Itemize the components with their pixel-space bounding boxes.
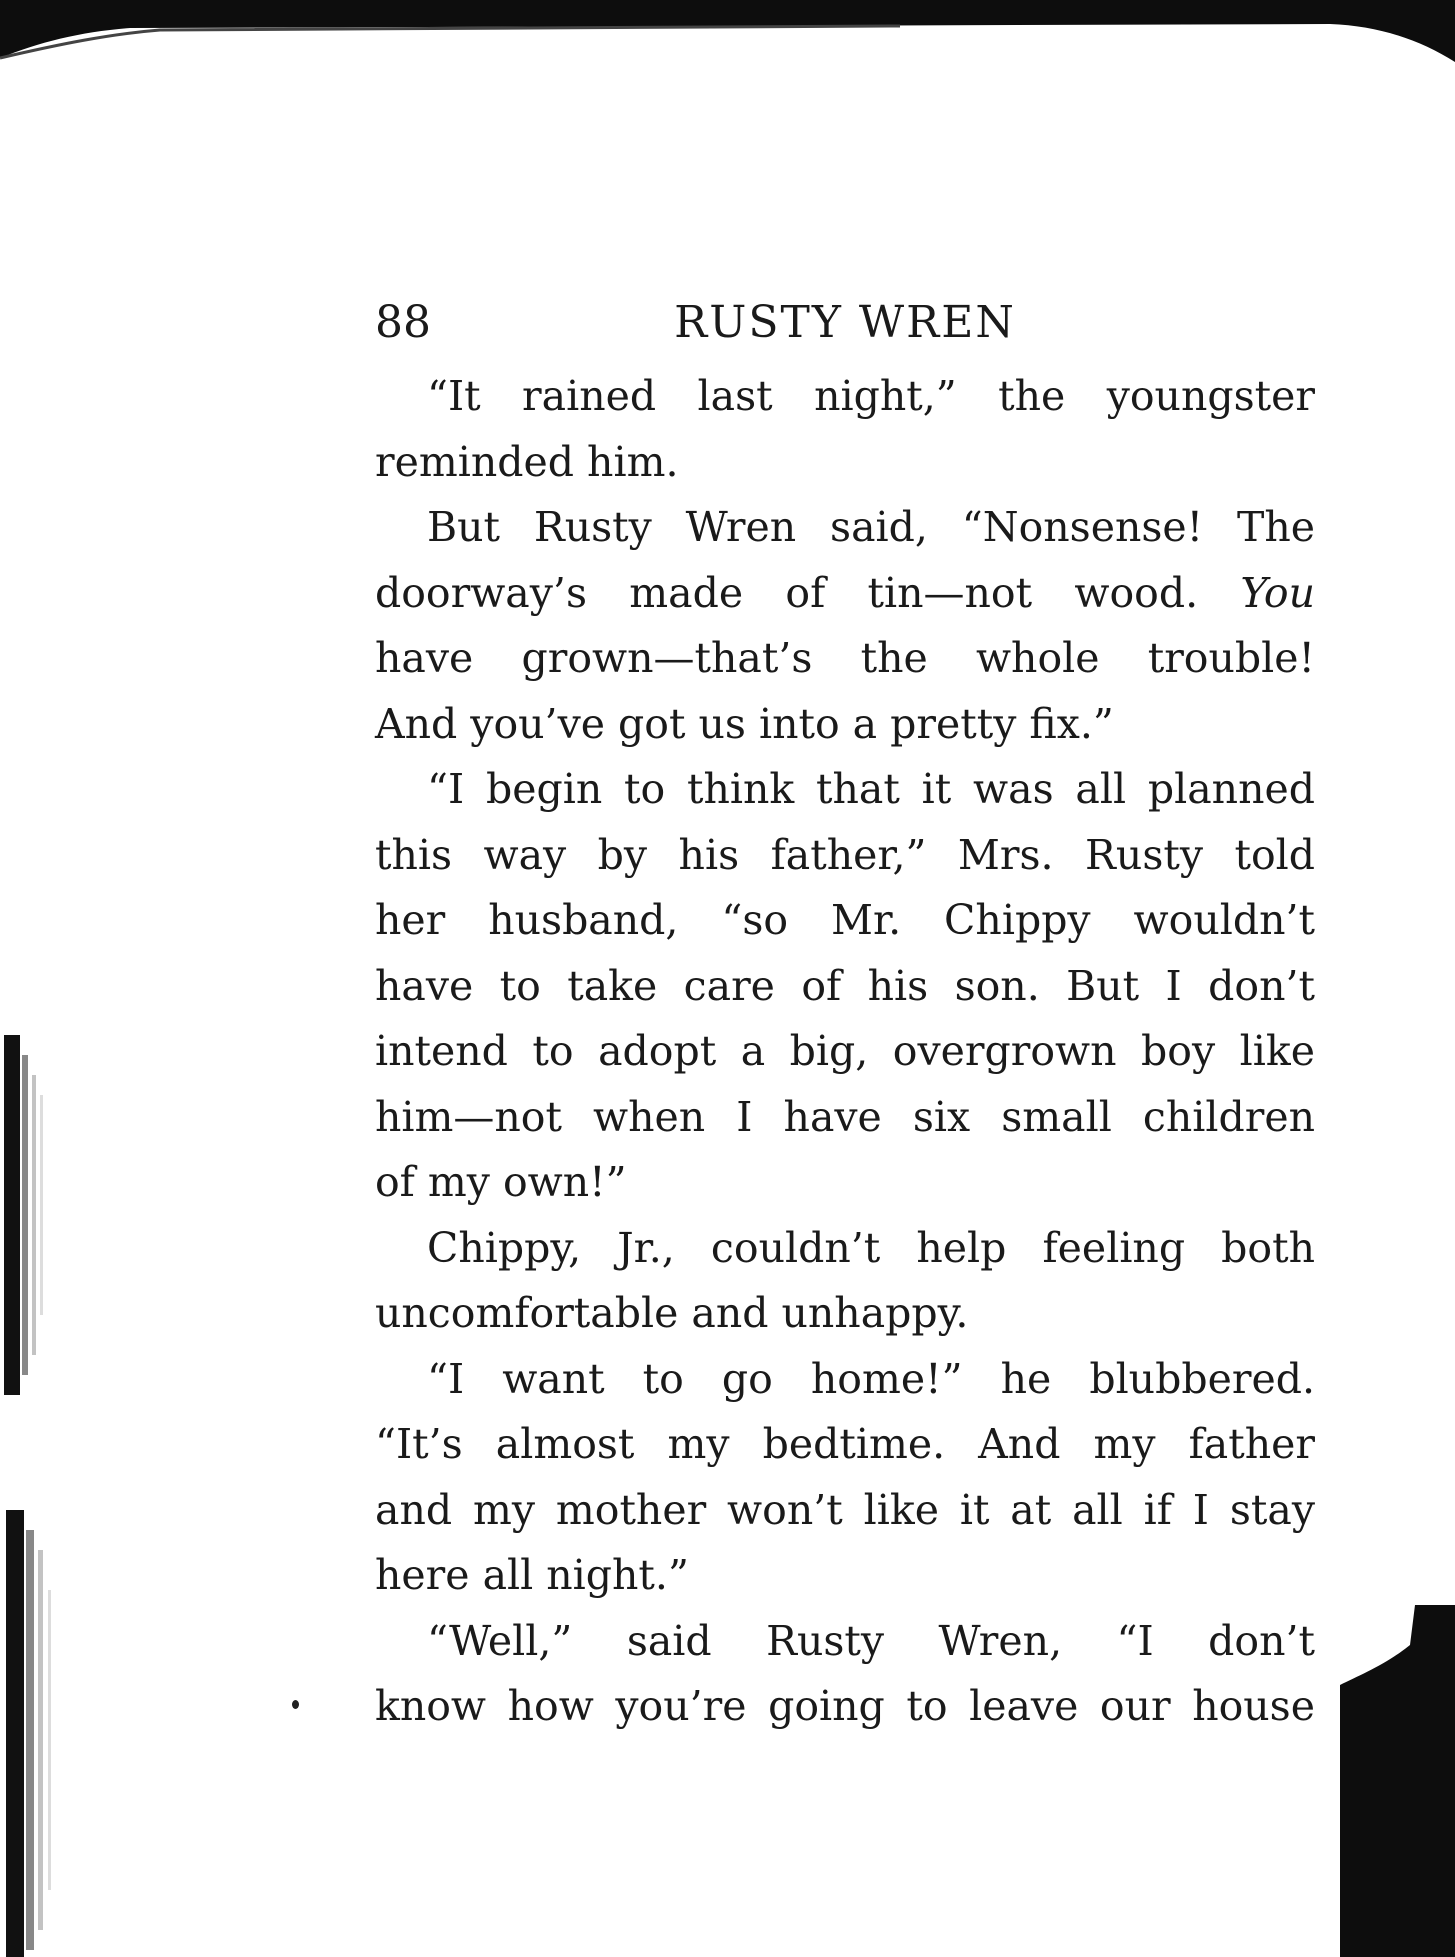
text-line: And you’ve got us into a pretty fix.” bbox=[375, 699, 1114, 748]
text-line: and my mother won’t like it at all if I stay bbox=[375, 1485, 1315, 1534]
scan-right-edge bbox=[1340, 1605, 1455, 1957]
italic-word: You bbox=[1240, 568, 1315, 617]
text-line: “It’s almost my bedtime. And my father bbox=[375, 1420, 1315, 1468]
text-line: “Well,” said Rusty Wren, “I don’t bbox=[427, 1616, 1315, 1665]
text-line: “I want to go home!” he blubbered. bbox=[427, 1354, 1315, 1403]
text-line: have grown—that’s the whole trouble! bbox=[375, 634, 1315, 682]
text-line bbox=[375, 561, 1315, 627]
ink-speck bbox=[292, 1700, 299, 1709]
text-segment: doorway’s made of tin—not wood. bbox=[375, 568, 1199, 617]
book-page bbox=[375, 292, 1315, 1740]
scan-left-edge-upper bbox=[0, 1035, 70, 1395]
text-line: have to take care of his son. But I don’t bbox=[375, 961, 1315, 1010]
body-text bbox=[375, 364, 1315, 1740]
text-line: But Rusty Wren said, “Nonsense! The bbox=[427, 503, 1315, 551]
text-line: know how you’re going to leave our house bbox=[375, 1682, 1315, 1730]
text-line: uncomfortable and unhappy. bbox=[375, 1289, 969, 1337]
text-line: this way by his father,” Mrs. Rusty told bbox=[375, 830, 1315, 879]
scan-top-edge bbox=[0, 0, 1455, 95]
text-line: “It rained last night,” the youngster bbox=[427, 372, 1315, 420]
text-line: intend to adopt a big, overgrown boy like bbox=[375, 1027, 1315, 1075]
page-number: 88 bbox=[375, 297, 431, 348]
running-head bbox=[375, 292, 1315, 354]
scan-left-edge-lower bbox=[0, 1510, 80, 1957]
text-line: “I begin to think that it was all planned bbox=[427, 765, 1315, 813]
text-line: him—not when I have six small children bbox=[375, 1092, 1315, 1141]
text-line: here all night.” bbox=[375, 1551, 689, 1599]
running-title: RUSTY WREN bbox=[674, 297, 1016, 348]
text-line: reminded him. bbox=[375, 437, 679, 486]
text-line: of my own!” bbox=[375, 1158, 627, 1206]
text-line: Chippy, Jr., couldn’t help feeling both bbox=[427, 1223, 1315, 1272]
text-line: her husband, “so Mr. Chippy wouldn’t bbox=[375, 896, 1315, 944]
